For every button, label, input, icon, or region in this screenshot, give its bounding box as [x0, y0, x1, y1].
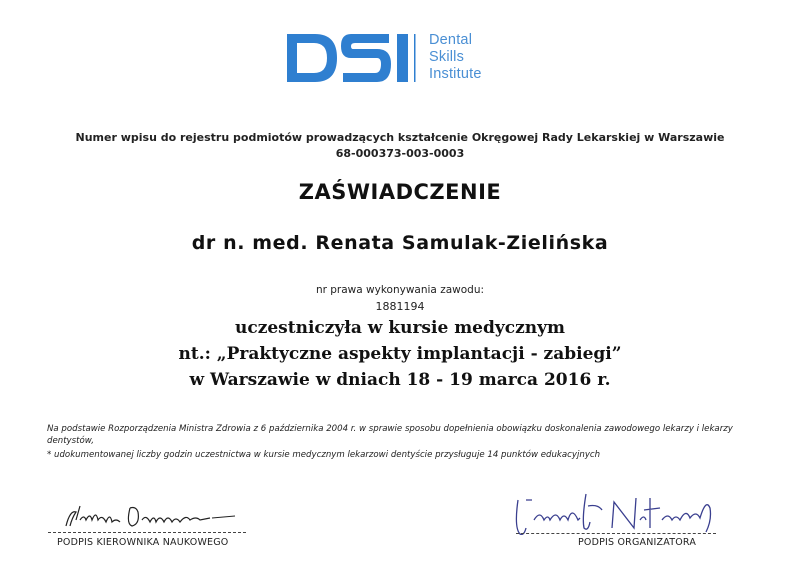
course-date-line: w Warszawie w dniach 18 - 19 marca 2016 r. — [189, 370, 611, 390]
points-note: * udokumentowanej liczby godzin uczestnictwa w kursie medycznym lekarzowi dentyście przysługuje 14 punktów edukacyjnych — [47, 450, 601, 460]
logo-word-dental: Dental — [429, 32, 473, 48]
dsi-logo-words — [429, 32, 482, 83]
left-signature — [60, 500, 240, 534]
right-signature-caption: PODPIS ORGANIZATORA — [578, 537, 697, 548]
dsi-logo-mark — [285, 32, 425, 84]
left-signature-caption: PODPIS KIEROWNIKA NAUKOWEGO — [57, 537, 229, 548]
participation-line: uczestniczyła w kursie medycznym — [235, 318, 565, 338]
course-topic-line: nt.: „Praktyczne aspekty implantacji - zabiegi” — [178, 344, 622, 364]
right-signature-line — [516, 533, 716, 534]
logo-word-skills: Skills — [429, 49, 465, 65]
logo-word-institute: Institute — [429, 66, 482, 82]
license-label: nr prawa wykonywania zawodu: — [315, 284, 485, 296]
license-number: 1881194 — [375, 300, 425, 313]
registry-number: 68-000373-003-0003 — [335, 147, 465, 160]
legal-note: Na podstawie Rozporządzenia Ministra Zdrowia z 6 października 2004 r. w sprawie sposobu dopełnienia obowiązku doskonalenia zawodowego lekarzy i lekarzy dentystów, — [47, 424, 733, 446]
left-signature-line — [48, 532, 246, 533]
registry-text: Numer wpisu do rejestru podmiotów prowadzących kształcenie Okręgowej Rady Lekarskiej w Warszawie — [75, 131, 725, 144]
certificate-title: ZAŚWIADCZENIE — [298, 180, 502, 204]
recipient-name: dr n. med. Renata Samulak-Zielińska — [191, 232, 609, 254]
